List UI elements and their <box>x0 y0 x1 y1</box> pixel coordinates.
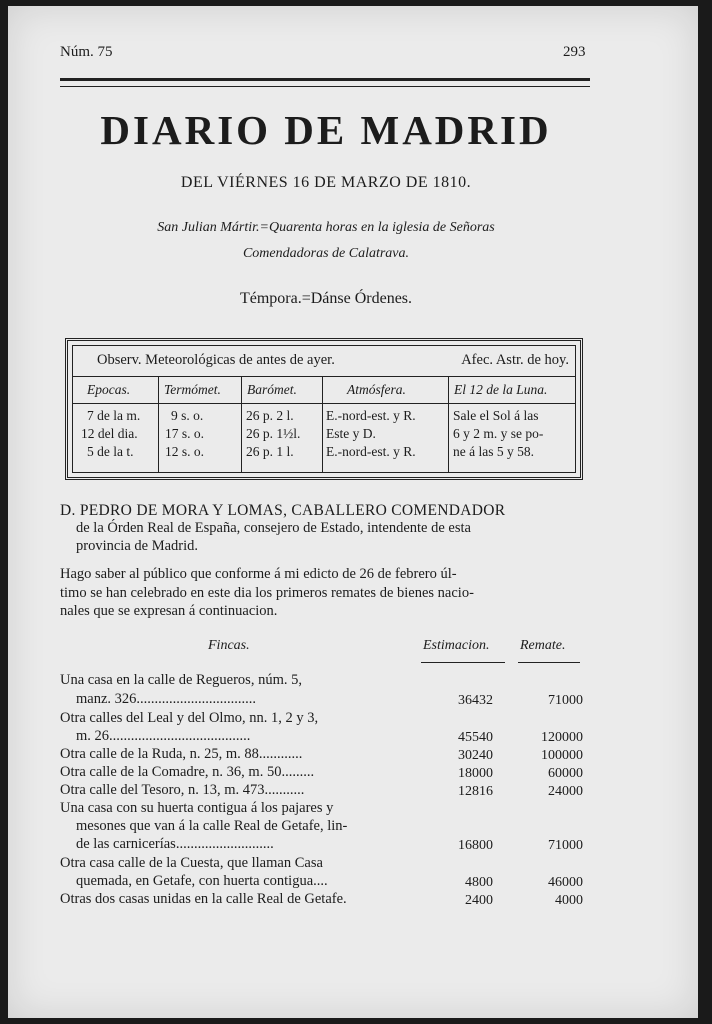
property-description: Una casa con su huerta contigua á los pajares y <box>60 800 334 816</box>
weather-heading-right: Afec. Astr. de hoy. <box>461 352 569 368</box>
weather-table-heading <box>73 346 575 377</box>
remate-value: 71000 <box>548 693 583 708</box>
col-header-barometro: Barómet. <box>247 382 297 397</box>
remate-value: 24000 <box>548 784 583 799</box>
row-atmosfera: E.-nord-est. y R. <box>326 444 416 459</box>
remate-value: 71000 <box>548 838 583 853</box>
estimacion-value: 18000 <box>458 766 493 781</box>
table-header-fincas: Fincas. <box>208 638 250 653</box>
property-description: de las carnicerías........................... <box>76 836 274 852</box>
newspaper-page <box>8 6 698 1018</box>
column-divider <box>322 377 323 472</box>
header-underline <box>518 662 580 663</box>
row-atmosfera: Este y D. <box>326 426 376 441</box>
property-description: Otras dos casas unidas en la calle Real de Getafe. <box>60 891 347 907</box>
row-barometro: 26 p. 1 l. <box>246 444 294 459</box>
estimacion-value: 12816 <box>458 784 493 799</box>
property-description: mesones que van á la calle Real de Getafe, lin- <box>76 818 348 834</box>
header-underline <box>421 662 505 663</box>
tempora-line: Témpora.=Dánse Órdenes. <box>239 290 413 307</box>
table-header-remate: Remate. <box>520 638 566 653</box>
row-epoca: 5 de la t. <box>87 444 134 459</box>
property-description: quemada, en Getafe, con huerta contigua.... <box>76 873 328 889</box>
property-description: manz. 326................................. <box>76 691 257 707</box>
astro-line: Sale el Sol á las <box>453 408 539 423</box>
row-epoca: 12 del dia. <box>81 426 138 441</box>
estimacion-value: 45540 <box>458 730 493 745</box>
table-header-estimacion: Estimacion. <box>423 638 490 653</box>
weather-column-headers <box>73 377 575 404</box>
estimacion-value: 2400 <box>465 893 493 908</box>
column-divider <box>448 377 449 472</box>
remate-value: 4000 <box>555 893 583 908</box>
page-number: 293 <box>563 44 586 60</box>
remate-value: 60000 <box>548 766 583 781</box>
issue-number: Núm. 75 <box>60 44 113 60</box>
property-description: Otra calle de la Ruda, n. 25, m. 88............ <box>60 746 303 762</box>
notice-paragraph-line: Hago saber al público que conforme á mi edicto de 26 de febrero úl- <box>60 566 457 582</box>
astro-line: 6 y 2 m. y se po- <box>453 426 544 441</box>
newspaper-title: DIARIO DE MADRID <box>100 107 552 153</box>
weather-heading-left: Observ. Meteorológicas de antes de ayer. <box>97 352 335 368</box>
property-description: Otra calles del Leal y del Olmo, nn. 1, 2 y 3, <box>60 710 319 726</box>
col-header-atmosfera: Atmósfera. <box>347 382 406 397</box>
row-atmosfera: E.-nord-est. y R. <box>326 408 416 423</box>
notice-paragraph-line: timo se han celebrado en este dia los primeros remates de bienes nacio- <box>60 585 474 601</box>
title-rule <box>60 78 590 87</box>
estimacion-value: 16800 <box>458 838 493 853</box>
remate-value: 46000 <box>548 875 583 890</box>
col-header-epocas: Epocas. <box>87 382 131 397</box>
col-header-luna: El 12 de la Luna. <box>454 382 548 397</box>
property-description: m. 26....................................... <box>76 728 251 744</box>
row-termometro: 12 s. o. <box>165 444 205 459</box>
row-barometro: 26 p. 1½l. <box>246 426 301 441</box>
row-termometro: 9 s. o. <box>171 408 204 423</box>
notice-paragraph-line: nales que se expresan á continuacion. <box>60 603 278 619</box>
estimacion-value: 4800 <box>465 875 493 890</box>
column-divider <box>241 377 242 472</box>
astro-line: ne á las 5 y 58. <box>453 444 534 459</box>
property-description: Una casa en la calle de Regueros, núm. 5, <box>60 672 302 688</box>
remate-value: 100000 <box>541 748 583 763</box>
property-description: Otra casa calle de la Cuesta, que llaman Casa <box>60 855 323 871</box>
row-epoca: 7 de la m. <box>87 408 141 423</box>
estimacion-value: 30240 <box>458 748 493 763</box>
row-termometro: 17 s. o. <box>165 426 205 441</box>
column-divider <box>158 377 159 472</box>
property-description: Otra calle de la Comadre, n. 36, m. 50......... <box>60 764 315 780</box>
saint-line-2: Comendadoras de Calatrava. <box>242 246 410 261</box>
estimacion-value: 36432 <box>458 693 493 708</box>
weather-table <box>65 338 583 480</box>
issue-date: DEL VIÉRNES 16 DE MARZO DE 1810. <box>180 174 472 191</box>
saint-line-1: San Julian Mártir.=Quarenta horas en la iglesia de Señoras <box>157 220 495 235</box>
row-barometro: 26 p. 2 l. <box>246 408 294 423</box>
notice-heading: D. PEDRO DE MORA Y LOMAS, CABALLERO COMENDADOR <box>60 502 506 519</box>
notice-heading-line-3: provincia de Madrid. <box>76 538 199 554</box>
remate-value: 120000 <box>541 730 583 745</box>
col-header-termometro: Termómet. <box>164 382 221 397</box>
notice-heading-line-2: de la Órden Real de España, consejero de Estado, intendente de esta <box>76 520 471 536</box>
property-description: Otra calle del Tesoro, n. 13, m. 473........... <box>60 782 305 798</box>
